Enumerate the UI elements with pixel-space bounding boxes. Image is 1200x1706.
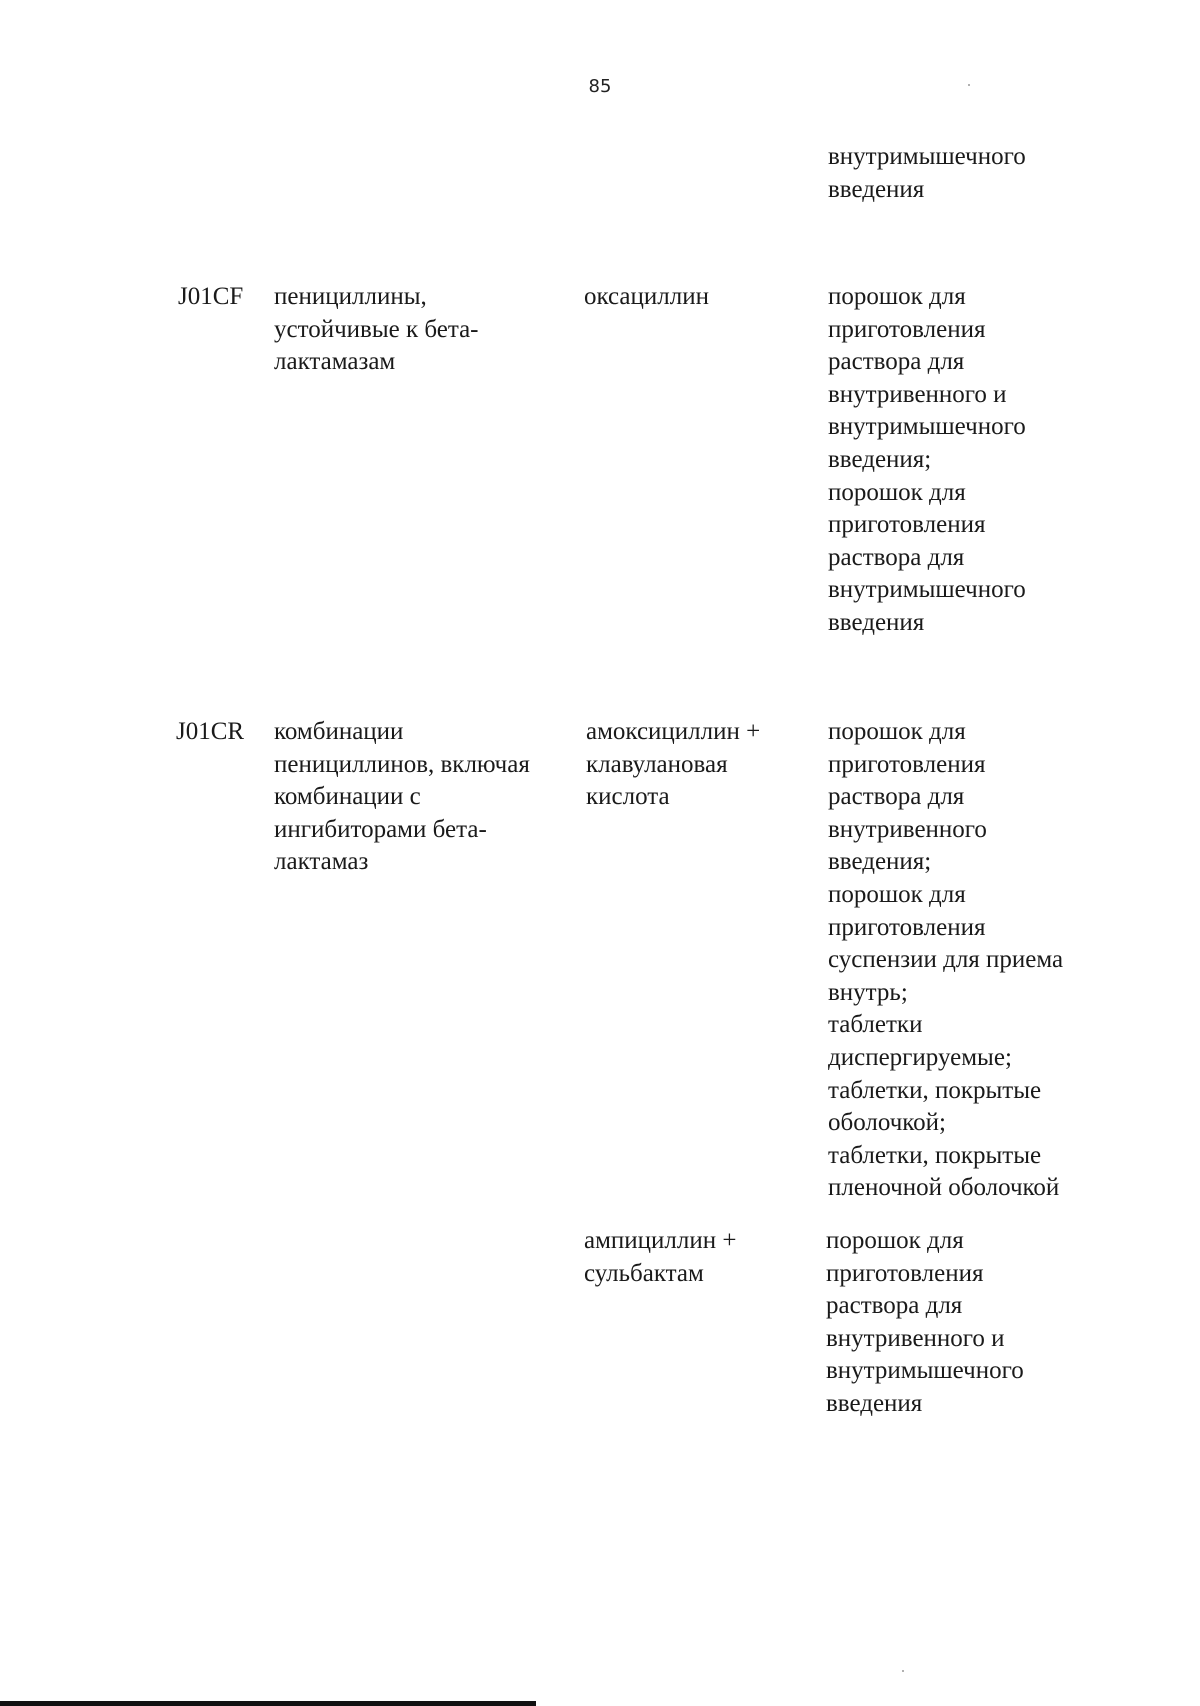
row-2-group-name: комбинации пенициллинов, включая комбинации с ингибиторами бета- лактамаз [274,718,530,876]
row-2-dosage-form: порошок для приготовления раствора для внутривенного введения; порошок для приготовления суспензии для приема внутрь; таблетки диспергируемые; таблетки, покрытые оболочкой; таблетки, покрытые пленочной оболочкой [828,718,1064,1202]
row-1-drug-name: оксациллин [584,283,709,310]
row-1-atc-code: J01CF [178,283,244,310]
row-0-dosage-form: внутримышечного введения [828,143,1026,203]
row-3-drug-name: ампициллин + сульбактам [584,1227,737,1287]
scan-speck [968,84,970,86]
row-1-group-name: пенициллины, устойчивые к бета- лактамазам [274,283,479,376]
row-3-dosage-form: порошок для приготовления раствора для внутривенного и внутримышечного введения [826,1227,1024,1417]
page-number: 85 [588,76,612,97]
scan-edge-line [0,1701,536,1706]
row-2-atc-code: J01CR [176,718,245,745]
scan-speck [902,1670,904,1672]
row-2-drug-name: амоксициллин + клавулановая кислота [586,718,761,811]
row-1-dosage-form: порошок для приготовления раствора для внутривенного и внутримышечного введения; порошок для приготовления раствора для внутримышечного введения [828,283,1026,636]
